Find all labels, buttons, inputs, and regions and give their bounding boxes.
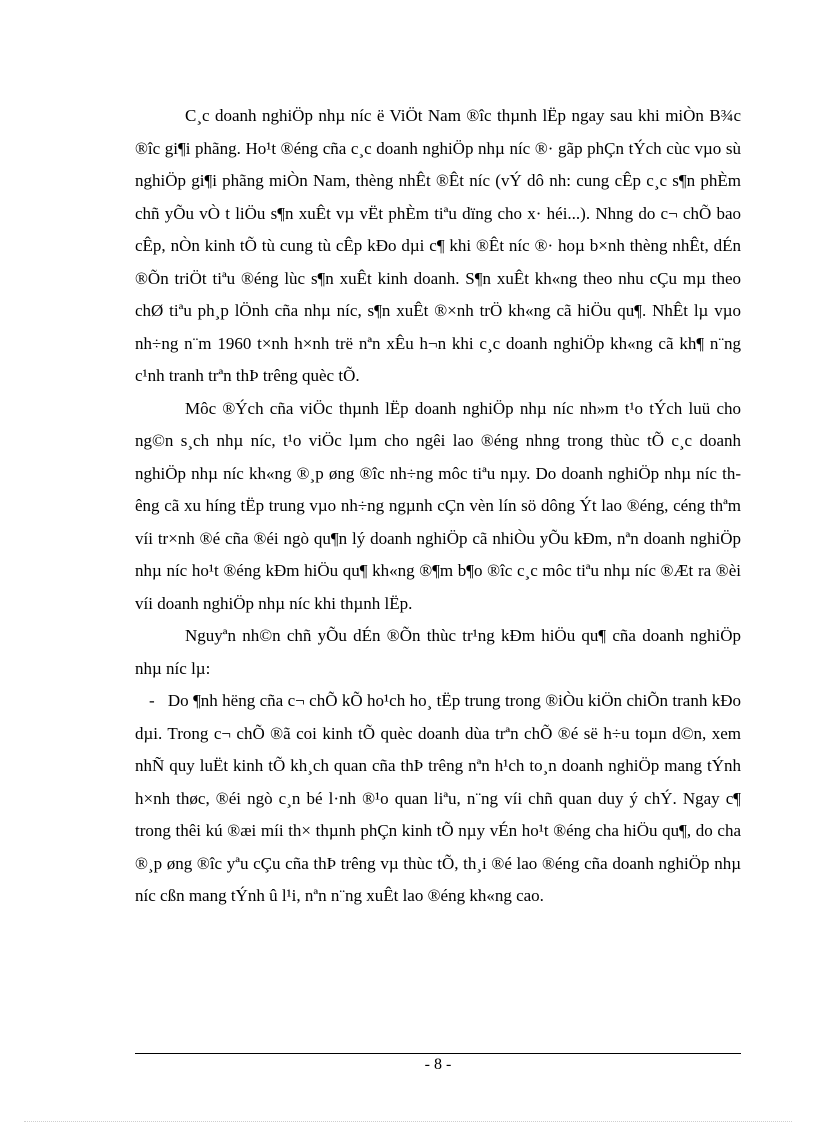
page-number: - 8 - [424,1056,452,1073]
bullet-marker: - [149,691,155,710]
bullet-text: Do ¶nh hëng cña c¬ chÕ kÕ ho¹ch ho¸ tËp trung trong ®iÒu kiÖn chiÕn tranh kÐo dµi. Trong c¬ chÕ ®ã coi kinh tÕ quèc doanh dùa trªn chÕ ®é së h÷u toµn d©n, xem nhÑ quy luËt kinh tÕ kh¸ch quan cña thÞ trêng nªn h¹ch to¸n doanh nghiÖp mang tÝnh h×nh thøc, ®éi ngò c¸n bé l·nh ®¹o quan liªu, n¨ng víi chñ quan duy ý chÝ. Ngay c¶ trong thêi kú ®æi míi th× thµnh phÇn kinh tÕ nµy vÉn ho¹t ®éng cha hiÖu qu¶, do cha ®¸p øng ®îc yªu cÇu cña thÞ trêng vµ thùc tÕ, th¸i ®é lao ®éng cña doanh nghiÖp nhµ níc cßn mang tÝnh û l¹i, nªn n¨ng xuÊt lao ®éng kh«ng cao. [135,691,742,905]
paragraph-2: Môc ®Ých cña viÖc thµnh lËp doanh nghiÖp nhµ níc nh»m t¹o tÝch luü cho ng©n s¸ch nhµ níc, t¹o viÖc lµm cho ngêi lao ®éng nhng trong thùc tÕ c¸c doanh nghiÖp nhµ níc kh«ng ®¸p øng ®îc nh÷ng môc tiªu nµy. Do doanh nghiÖp nhµ níc thêng cã xu híng tËp trung vµo nh÷ng ngµnh cÇn vèn lín sö dông Ýt lao ®éng, céng thªm víi tr×nh ®é cña ®éi ngò qu¶n lý doanh nghiÖp cã nhiÒu yÕu kÐm, nªn doanh nghiÖp nhµ níc ho¹t ®éng kÐm hiÖu qu¶ kh«ng ®¶m b¶o ®îc c¸c môc tiªu nhµ níc ®Æt ra ®èi víi doanh nghiÖp nhµ níc khi thµnh lËp. [135,398,741,613]
footer-divider [135,1053,741,1054]
paragraph-1: C¸c doanh nghiÖp nhµ níc ë ViÖt Nam ®îc thµnh lËp ngay sau khi miÒn B¾c ®îc gi¶i phãng. Ho¹t ®éng cña c¸c doanh nghiÖp nhµ níc ®· gãp phÇn tÝch cùc vµo sù nghiÖp gi¶i phãng miÒn Nam, thèng nhÊt ®Êt níc (vÝ dô nh: cung cÊp c¸c s¶n phÈm chñ yÕu vÒ t liÖu s¶n xuÊt vµ vËt phÈm tiªu dïng cho x· héi...). Nhng do c¬ chÕ bao cÊp, nÒn kinh tÕ tù cung tù cÊp kÐo dµi c¶ khi ®Êt níc ®· hoµ b×nh thèng nhÊt, dÉn ®Õn triÖt tiªu ®éng lùc s¶n xuÊt kinh doanh. S¶n xuÊt kh«ng theo nhu cÇu mµ theo chØ tiªu ph¸p lÖnh cña nhµ níc, s¶n xuÊt ®×nh trÖ kh«ng cã hiÖu qu¶. NhÊt lµ vµo nh÷ng n¨m 1960 t×nh h×nh trë nªn xÊu h¬n khi c¸c doanh nghiÖp kh«ng cã kh¶ n¨ng c¹nh tranh trªn thÞ trêng quèc tÕ. [135,106,741,385]
page-bottom-edge [24,1121,792,1122]
body-text [135,100,741,913]
bullet-paragraph [135,685,741,913]
paragraph-3: Nguyªn nh©n chñ yÕu dÉn ®Õn thùc tr¹ng kÐm hiÖu qu¶ cña doanh nghiÖp nhµ níc lµ: [135,626,741,678]
